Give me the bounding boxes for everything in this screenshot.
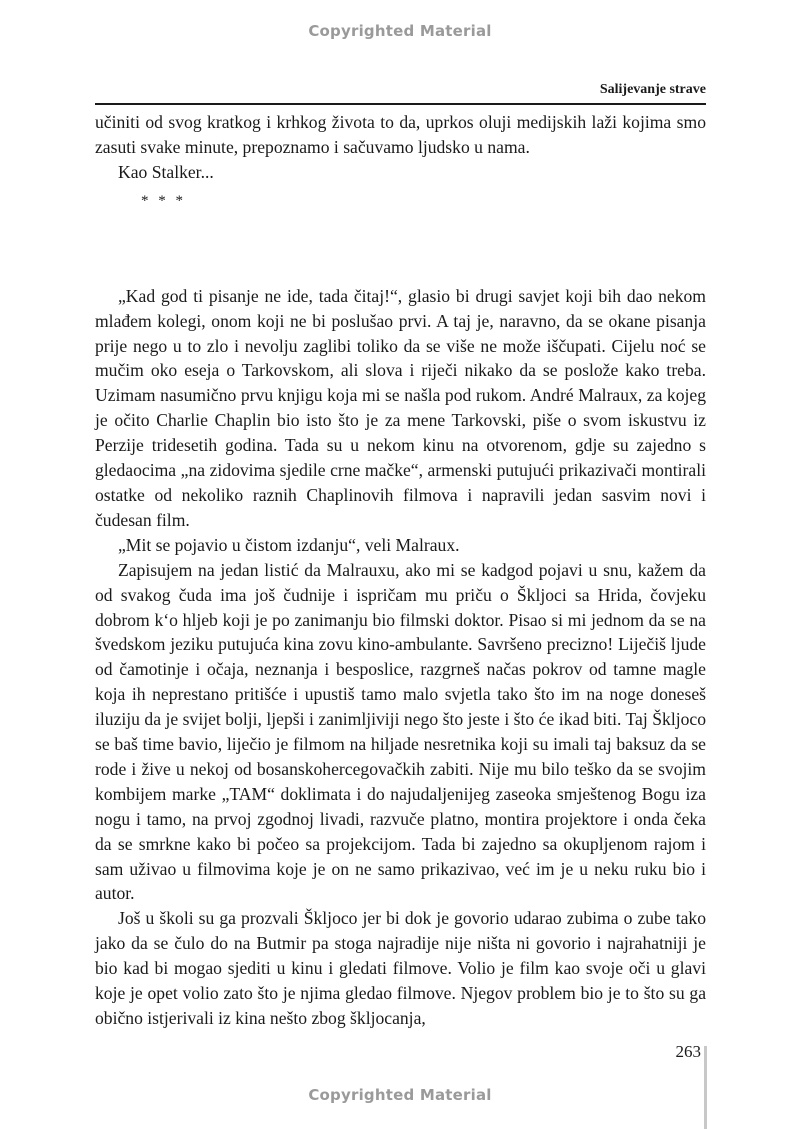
paragraph: Kao Stalker... [118, 161, 214, 182]
paragraph: „Kad god ti pisanje ne ide, tada čitaj!“, glasio bi drugi savjet koji bih dao nekom mlađem kolegi, onom koji ne bi poslušao prvi. A taj je, naravno, da se okane pisanja prije nego u to zlo i nevolju zaglibi toliko da se više ne može iščupati. Cijelu noć se mučim oko eseja o Tarkovskom, ali slova i riječi nikako da se poslože kako treba. Uzimam nasumično prvu knjigu koja mi se našla pod rukom. André Malraux, za kojeg je očito Charlie Chaplin bio isto što je za mene Tarkovski, piše o svom iskustvu iz Perzije tridesetih godina. Tada su u nekom kinu na otvorenom, gdje su zajedno s gledaocima „na zidovima sjedile crne mačke“, armenski putujući prikazivači montirali ostatke od nekoliko raznih Chaplinovih filmova i napravili jedan sasvim novi i čudesan film. [95, 285, 706, 530]
copyright-watermark-top: Copyrighted Material [308, 22, 492, 40]
paragraph: Još u školi su ga prozvali Škljoco jer bi dok je govorio udarao zubima o zube tako jako da se čulo do na Butmir pa stoga najradije nije ništa ni govorio i najrahatniji je bio kad bi mogao sjediti u kinu i gledati filmove. Volio je film kao svoje oči u glavi koje je opet volio zato što je njima gledao filmove. Njegov problem bio je to što su ga obično istjerivali iz kina nešto zbog škljocanja, [95, 908, 706, 1028]
copyright-watermark-bottom: Copyrighted Material [308, 1086, 492, 1104]
page-number: 263 [675, 1042, 701, 1061]
paragraph: „Mit se pojavio u čistom izdanju“, veli Malraux. [118, 534, 460, 555]
paragraph: učiniti od svog kratkog i krhkog života to da, uprkos oluji medijskih laži kojima smo zasuti svake minute, prepoznamo i sačuvamo ljudsko u nama. [95, 112, 706, 157]
header-rule [95, 103, 706, 105]
section-break-asterisks: * * * [141, 192, 186, 209]
paragraph: Zapisujem na jedan listić da Malrauxu, ako mi se kadgod pojavi u snu, kažem da od svakog čuda ima još čudnije i ispričam mu priču o Škljoci sa Hrida, čovjeku dobrom k‘o hljeb koji je po zanimanju bio filmski doktor. Pisao si mi jednom da se na švedskom jeziku putujuća kina zovu kino-ambulante. Savršeno precizno! Liječiš ljude od čamotinje i očaja, neznanja i besposlice, razgrneš načas pokrov od tamne magle koja ih neprestano pritišće i upustiš tamo malo svjetla tako što im na noge doneseš iluziju da je svijet bolji, ljepši i zanimljiviji nego što jeste i što će ikad biti. Taj Škljoco se baš time bavio, liječio je filmom na hiljade nesretnika koji su imali taj baksuz da se rode i žive u nekoj od bosanskohercegovačkih zabiti. Nije mu bilo teško da se svojim kombijem marke „TAM“ doklimata i do najudaljenijeg zaseoka smještenog Bogu iza nogu i tamo, na prvoj zgodnoj livadi, razvuče platno, montira projektore i onda čeka da se smrkne kako bi počeo sa projekcijom. Tada bi zajedno sa okupljenom rajom i sam uživao u filmovima koje je on ne samo prikazivao, već im je u neku ruku bio i autor. [95, 559, 706, 904]
page-body [95, 110, 706, 1031]
running-head: Salijevanje strave [599, 82, 706, 97]
